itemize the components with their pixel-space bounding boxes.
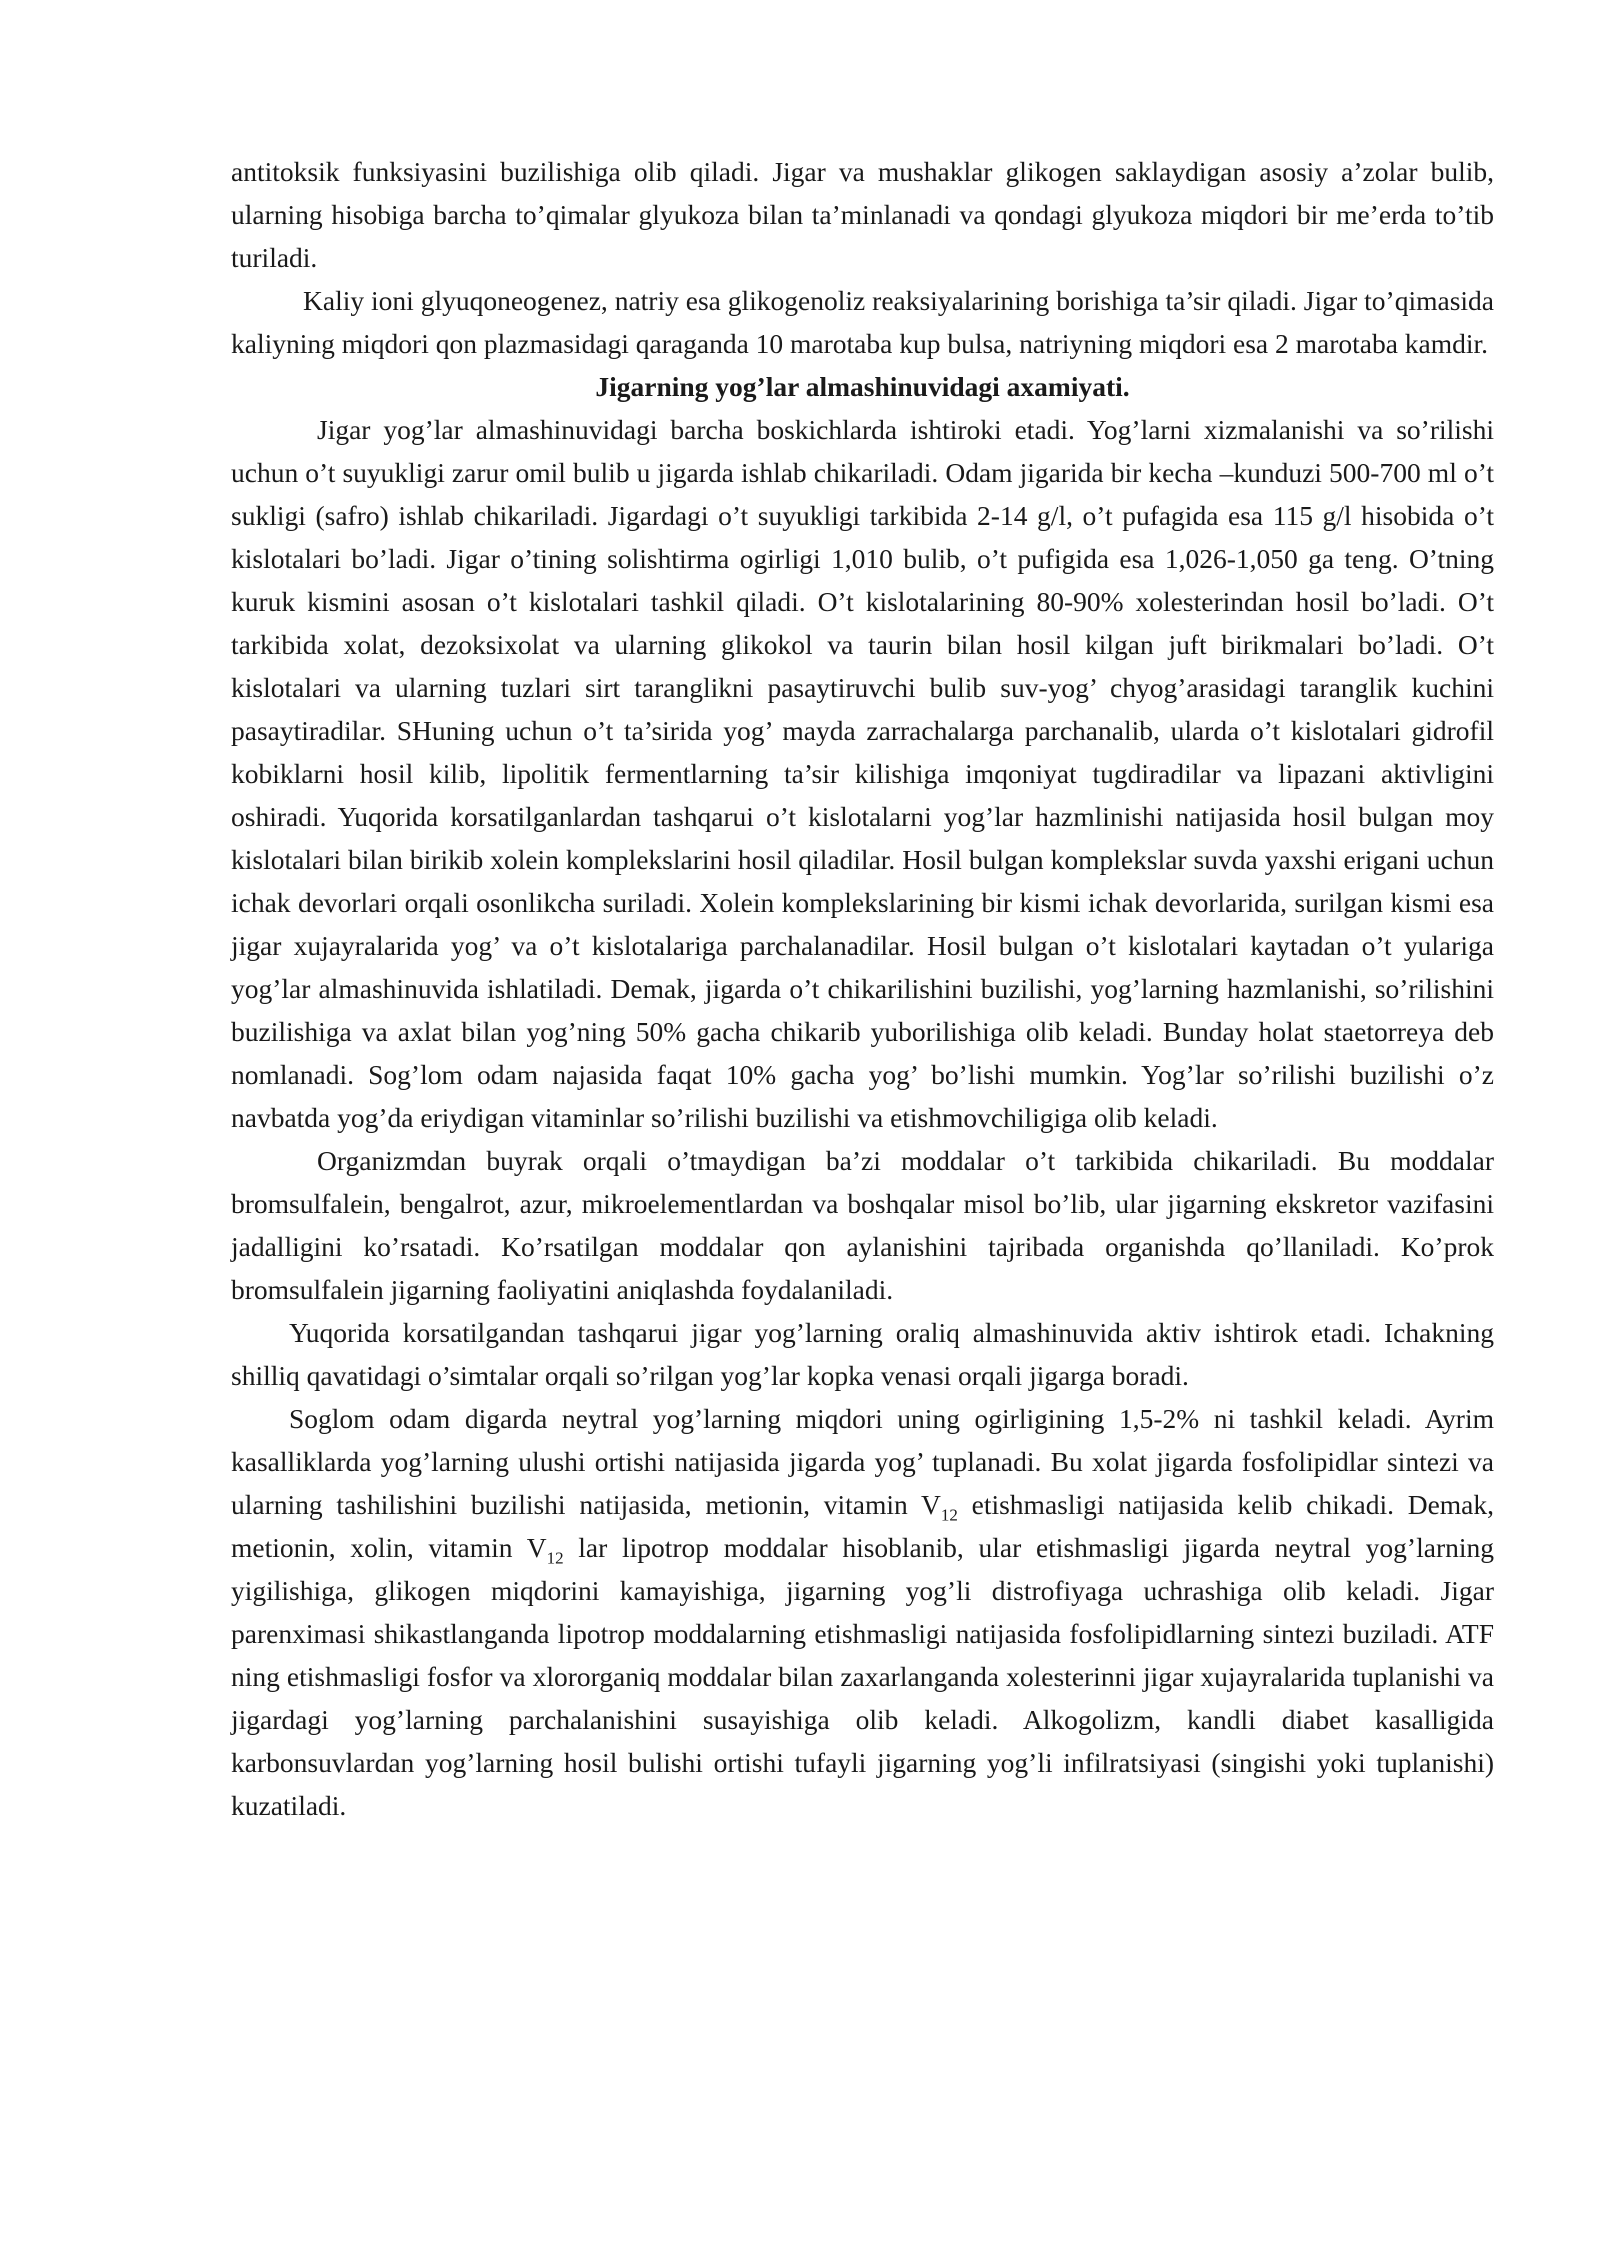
paragraph-1: antitoksik funksiyasini buzilishiga olib qiladi. Jigar va mushaklar glikogen saklaydigan asosiy a’zolar bulib, ularning hisobiga barcha to’qimalar glyukoza bilan ta’minlanadi va qondagi glyukoza miqdori bir me’erda to’tib turiladi. (231, 156, 1494, 273)
section-heading: Jigarning yog’lar almashinuvidagi axamiyati. (595, 371, 1130, 402)
paragraph-5: Yuqorida korsatilgandan tashqarui jigar yog’larning oraliq almashinuvida aktiv ishtirok etadi. Ichakning shilliq qavatidagi o’simtalar orqali so’rilgan yog’lar kopka venasi orqali jigarga boradi. (231, 1317, 1494, 1391)
paragraph-2: Kaliy ioni glyuqoneogenez, natriy esa glikogenoliz reaksiyalarining borishiga ta’sir qiladi. Jigar to’qimasida kaliyning miqdori qon plazmasidagi qaraganda 10 marotaba kup bulsa, natriyning miqdori esa 2 marotaba kamdir. (231, 285, 1494, 359)
document-page (231, 150, 1494, 1827)
subscript-12-second: 12 (546, 1548, 564, 1568)
paragraph-4: Organizmdan buyrak orqali o’tmaydigan ba’zi moddalar o’t tarkibida chikariladi. Bu moddalar bromsulfalein, bengalrot, azur, mikroelementlardan va boshqalar misol bo’lib, ular jigarning ekskretor vazifasini jadalligini ko’rsatadi. Ko’rsatilgan moddalar qon aylanishini tajribada organishda qo’llaniladi. Ko’prok bromsulfalein jigarning faoliyatini aniqlashda foydalaniladi. (231, 1145, 1494, 1305)
paragraph-6-part-b: etishmasligi natijasida kelib chikadi. Demak, metionin, xolin, vitamin V (231, 1489, 1494, 1563)
subscript-12-first: 12 (940, 1505, 958, 1525)
paragraph-6 (231, 1397, 1494, 1827)
paragraph-3: Jigar yog’lar almashinuvidagi barcha boskichlarda ishtiroki etadi. Yog’larni xizmalanishi va so’rilishi uchun o’t suyukligi zarur omil bulib u jigarda ishlab chikariladi. Odam jigarida bir kecha –kunduzi 500-700 ml o’t sukligi (safro) ishlab chikariladi. Jigardagi o’t suyukligi tarkibida 2-14 g/l, o’t pufagida esa 115 g/l hisobida o’t kislotalari bo’ladi. Jigar o’tining solishtirma ogirligi 1,010 bulib, o’t pufigida esa 1,026-1,050 ga teng. O’tning kuruk kismini asosan o’t kislotalari tashkil qiladi. O’t kislotalarining 80-90% xolesterindan hosil bo’ladi. O’t tarkibida xolat, dezoksixolat va ularning glikokol va taurin bilan hosil kilgan juft birikmalari bo’ladi. O’t kislotalari va ularning tuzlari sirt taranglikni pasaytiruvchi bulib suv-yog’ chyog’arasidagi taranglik kuchini pasaytiradilar. SHuning uchun o’t ta’sirida yog’ mayda zarrachalarga parchanalib, ularda o’t kislotalari gidrofil kobiklarni hosil kilib, lipolitik fermentlarning ta’sir kilishiga imqoniyat tugdiradilar va lipazani aktivligini oshiradi. Yuqorida korsatilganlardan tashqarui o’t kislotalarni yog’lar hazmlinishi natijasida hosil bulgan moy kislotalari bilan birikib xolein komplekslarini hosil qiladilar. Hosil bulgan komplekslar suvda yaxshi erigani uchun ichak devorlari orqali osonlikcha suriladi. Xolein komplekslarining bir kismi ichak devorlarida, surilgan kismi esa jigar xujayralarida yog’ va o’t kislotalariga parchalanadilar. Hosil bulgan o’t kislotalari kaytadan o’t yulariga yog’lar almashinuvida ishlatiladi. Demak, jigarda o’t chikarilishini buzilishi, yog’larning hazmlanishi, so’rilishini buzilishiga va axlat bilan yog’ning 50% gacha chikarib yuborilishiga olib keladi. Bunday holat staetorreya deb nomlanadi. Sog’lom odam najasida faqat 10% gacha yog’ bo’lishi mumkin. Yog’lar so’rilishi buzilishi o’z navbatda yog’da eriydigan vitaminlar so’rilishi buzilishi va etishmovchiligiga olib keladi. (231, 414, 1494, 1133)
paragraph-6-part-a: Soglom odam digarda neytral yog’larning miqdori uning ogirligining 1,5-2% ni tashkil keladi. Ayrim kasalliklarda yog’larning ulushi ortishi natijasida jigarda yog’ tuplanadi. Bu xolat jigarda fosfolipidlar sintezi va ularning tashilishini buzilishi natijasida, metionin, vitamin V (231, 1403, 1494, 1520)
paragraph-6-part-c: lar lipotrop moddalar hisoblanib, ular etishmasligi jigarda neytral yog’larning yigilishiga, glikogen miqdorini kamayishiga, jigarning yog’li distrofiyaga uchrashiga olib keladi. Jigar parenximasi shikastlanganda lipotrop moddalarning etishmasligi natijasida fosfolipidlarning sintezi buziladi. ATF ning etishmasligi fosfor va xlororganiq moddalar bilan zaxarlanganda xolesterinni jigar xujayralarida tuplanishi va jigardagi yog’larning parchalanishini susayishiga olib keladi. Alkogolizm, kandli diabet kasalligida karbonsuvlardan yog’larning hosil bulishi ortishi tufayli jigarning yog’li infilratsiyasi (singishi yoki tuplanishi) kuzatiladi. (231, 1532, 1494, 1821)
